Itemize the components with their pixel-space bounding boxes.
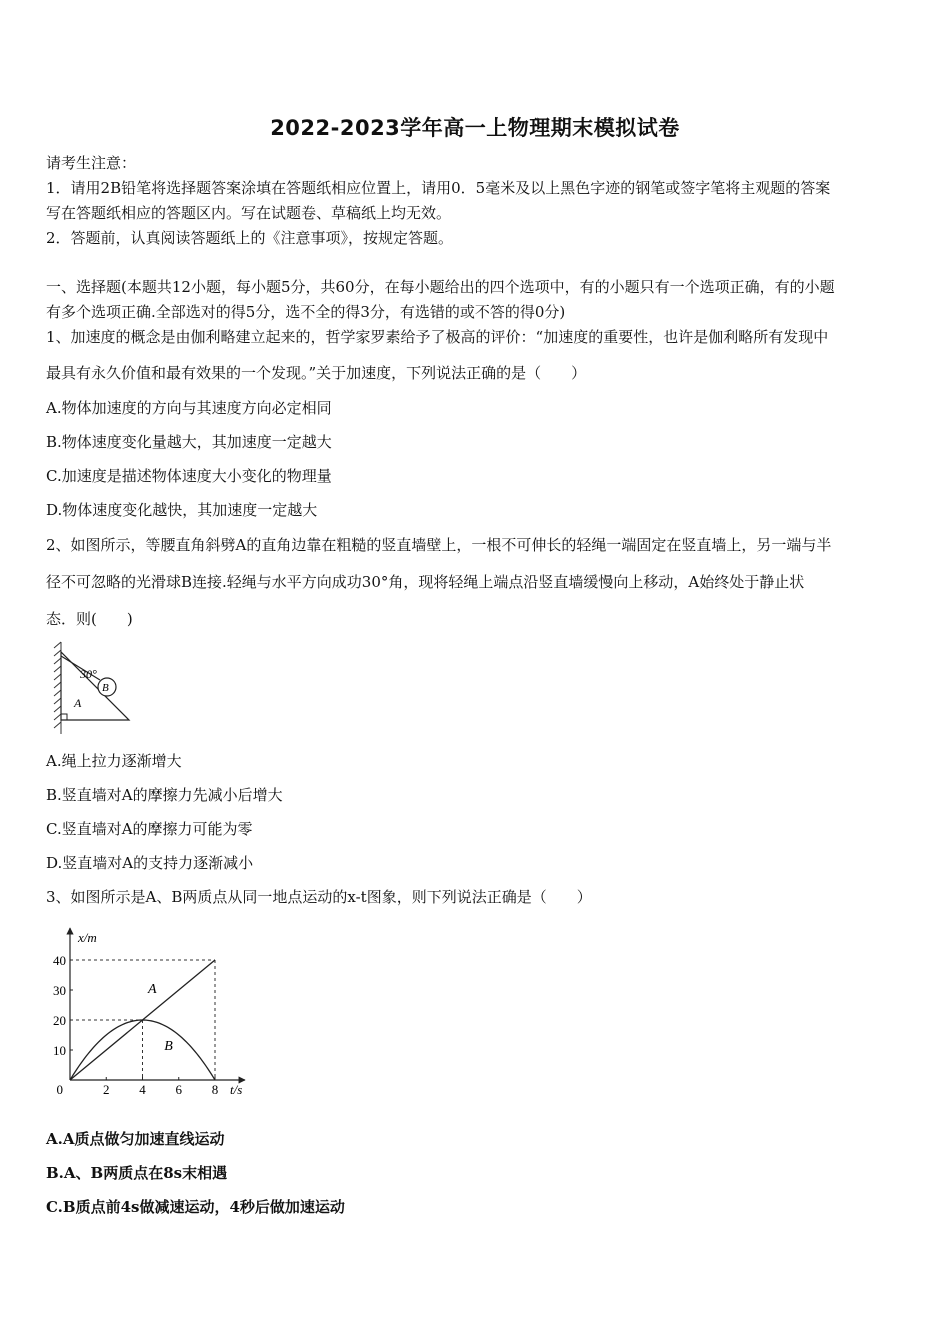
q2-stem-2: 径不可忽略的光滑球B连接.轻绳与水平方向成功30°角，现将轻绳上端点沿竖直墙缓慢向上移动，A始终处于静止状: [46, 573, 805, 591]
notice-line-2: 写在答题纸相应的答题区内。写在试题卷、草稿纸上均无效。: [46, 204, 452, 222]
notice-heading: 请考生注意：: [46, 154, 137, 172]
x-axis-label: t/s: [230, 1082, 243, 1097]
y-tick-label-20: 20: [53, 1013, 66, 1028]
q2-option-d: D.竖直墙对A的支持力逐渐减小: [46, 854, 254, 872]
ball-label: B: [102, 682, 109, 694]
notice-line-3: 2．答题前，认真阅读答题纸上的《注意事项》，按规定答题。: [46, 229, 454, 247]
y-tick-label-10: 10: [53, 1043, 66, 1058]
right-angle-mark: [61, 714, 67, 720]
notice-line-1: 1．请用2B铅笔将选择题答案涂填在答题纸相应位置上，请用0．5毫米及以上黑色字迹的钢笔或签字笔将主观题的答案: [46, 179, 831, 197]
q1-stem-1: 1、加速度的概念是由伽利略建立起来的，哲学家罗素给予了极高的评价：“加速度的重要性，也许是伽利略所有发现中: [46, 328, 829, 346]
q2-option-a: A.绳上拉力逐渐增大: [46, 752, 182, 770]
series-B-label: B: [164, 1039, 173, 1054]
q1-option-d: D.物体速度变化越快，其加速度一定越大: [46, 501, 318, 519]
x-tick-label-4: 4: [139, 1082, 146, 1097]
wedge-label: A: [74, 696, 82, 710]
x-tick-label-6: 6: [175, 1082, 182, 1097]
q2-stem-1: 2、如图所示，等腰直角斜劈A的直角边靠在粗糙的竖直墙壁上，一根不可伸长的轻绳一端固定在竖直墙上，另一端与半: [46, 536, 832, 554]
section-intro-2: 有多个选项正确.全部选对的得5分，选不全的得3分，有选错的或不答的得0分): [46, 303, 566, 321]
q2-figure: [40, 640, 140, 740]
xt-chart: [40, 920, 260, 1100]
q3-option-a: A.A质点做匀加速直线运动: [46, 1130, 225, 1148]
q3-stem: 3、如图所示是A、B两质点从同一地点运动的x-t图象，则下列说法正确是（ ）: [46, 888, 592, 906]
page-title: 2022-2023学年高一上物理期末模拟试卷: [270, 116, 680, 140]
x-tick-label-8: 8: [211, 1082, 219, 1097]
wall-hatching: [54, 642, 61, 734]
q1-stem-2: 最具有永久价值和最有效果的一个发现。”关于加速度，下列说法正确的是（ ）: [46, 364, 587, 382]
x-tick-label-2: 2: [103, 1082, 110, 1097]
q2-stem-3: 态．则( ): [46, 610, 133, 628]
q3-option-c: C.B质点前4s做减速运动，4秒后做加速运动: [46, 1198, 345, 1216]
q3-option-b: B.A、B两质点在8s末相遇: [46, 1164, 228, 1182]
q1-option-a: A.物体加速度的方向与其速度方向必定相同: [46, 399, 332, 417]
q1-option-c: C.加速度是描述物体速度大小变化的物理量: [46, 467, 332, 485]
y-axis-label: x/m: [78, 930, 97, 945]
q2-option-b: B.竖直墙对A的摩擦力先减小后增大: [46, 786, 283, 804]
angle-label: 30°: [80, 667, 97, 681]
x-tick-label-0: 0: [56, 1082, 63, 1097]
section-intro-1: 一、选择题(本题共12小题，每小题5分，共60分，在每小题给出的四个选项中，有的小题只有一个选项正确，有的小题: [46, 278, 835, 296]
y-tick-label-40: 40: [53, 953, 66, 968]
y-tick-label-30: 30: [53, 983, 66, 998]
series-A-label: A: [147, 982, 157, 997]
q2-option-c: C.竖直墙对A的摩擦力可能为零: [46, 820, 253, 838]
q1-option-b: B.物体速度变化量越大，其加速度一定越大: [46, 433, 332, 451]
